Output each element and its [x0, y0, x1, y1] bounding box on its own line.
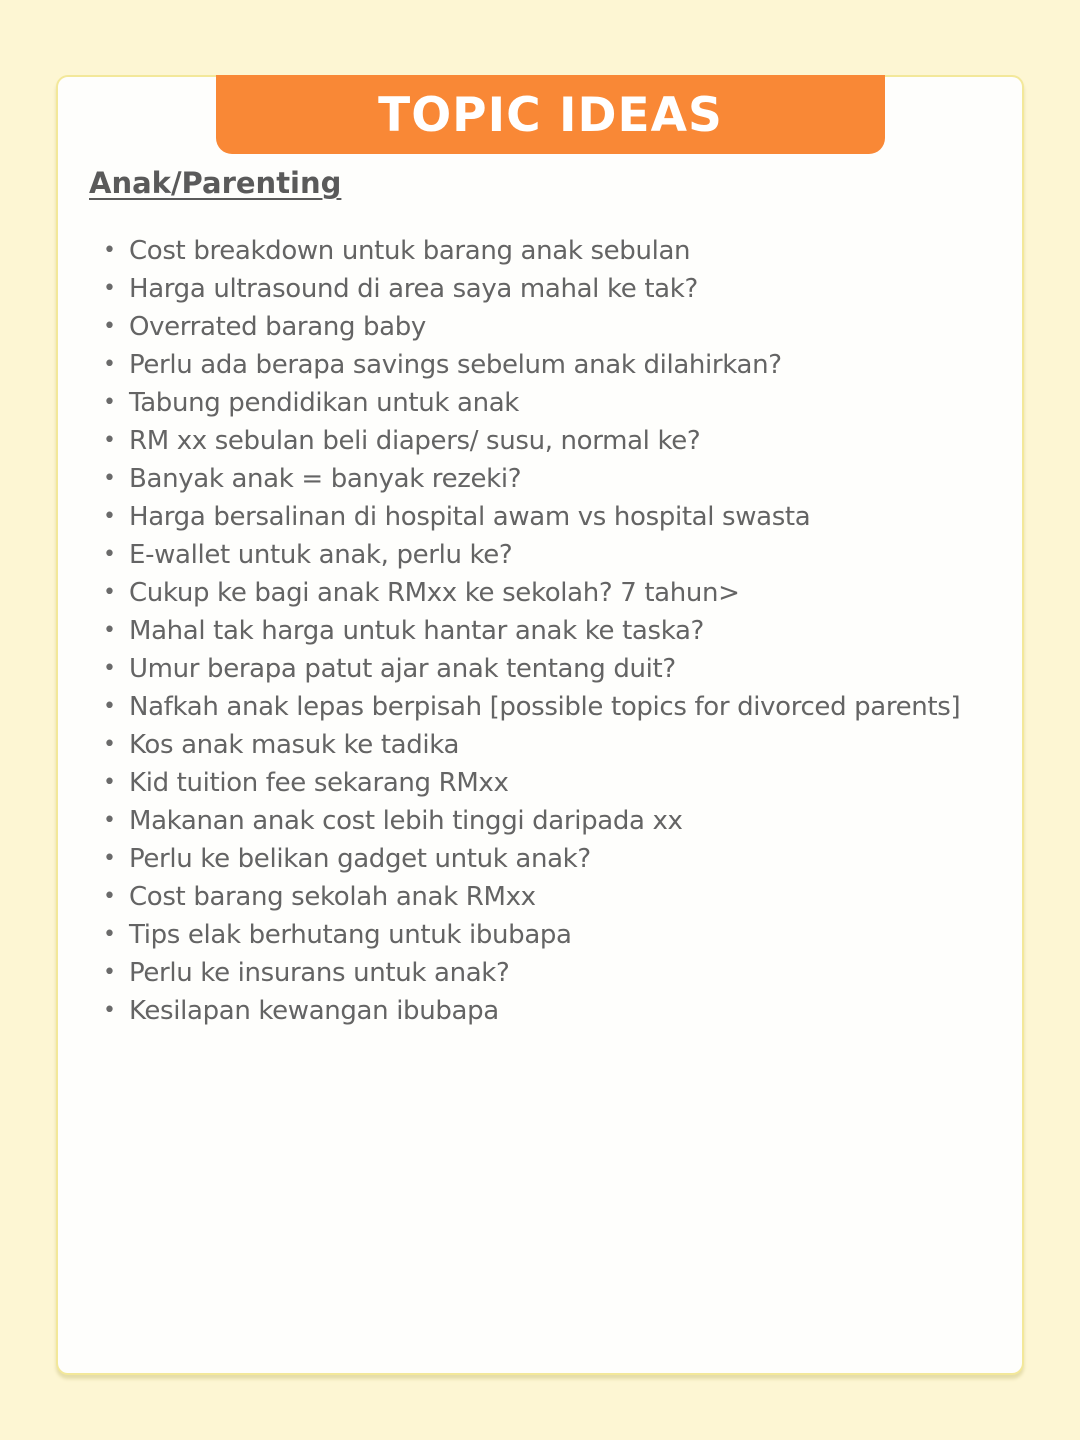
bullet-icon: •	[103, 238, 116, 263]
list-item-text: Tabung pendidikan untuk anak	[129, 388, 520, 418]
list-item	[98, 384, 1003, 422]
list-item-text: Overrated barang baby	[129, 312, 426, 342]
bullet-icon: •	[103, 580, 116, 605]
list-item-text: Makanan anak cost lebih tinggi daripada xx	[129, 806, 683, 836]
bullet-icon: •	[103, 314, 116, 339]
list-item	[98, 422, 1003, 460]
list-item	[98, 574, 1003, 612]
list-item-text: Kid tuition fee sekarang RMxx	[129, 768, 509, 798]
bullet-icon: •	[103, 884, 116, 909]
bullet-icon: •	[103, 846, 116, 871]
list-item	[98, 232, 1003, 270]
bullet-icon: •	[103, 732, 116, 757]
list-item-text: Cost barang sekolah anak RMxx	[129, 882, 536, 912]
list-item-text: Nafkah anak lepas berpisah [possible topics for divorced parents]	[129, 692, 961, 722]
list-item-text: Mahal tak harga untuk hantar anak ke taska?	[129, 616, 704, 646]
section-title: Anak/Parenting	[89, 166, 342, 200]
bullet-icon: •	[103, 922, 116, 947]
list-item	[98, 536, 1003, 574]
list-item	[98, 878, 1003, 916]
list-item-text: Kos anak masuk ke tadika	[129, 730, 460, 760]
list-item-text: Cost breakdown untuk barang anak sebulan	[129, 236, 691, 266]
list-item	[98, 726, 1003, 764]
list-item	[98, 498, 1003, 536]
list-item	[98, 954, 1003, 992]
list-item-text: Perlu ada berapa savings sebelum anak dilahirkan?	[129, 350, 782, 380]
list-item	[98, 270, 1003, 308]
topic-list	[98, 232, 1003, 1030]
page-title: TOPIC IDEAS	[378, 88, 723, 143]
list-item	[98, 802, 1003, 840]
bullet-icon: •	[103, 618, 116, 643]
bullet-icon: •	[103, 504, 116, 529]
list-item-text: Cukup ke bagi anak RMxx ke sekolah? 7 tahun>	[129, 578, 740, 608]
list-item-text: Kesilapan kewangan ibubapa	[129, 996, 499, 1026]
bullet-icon: •	[103, 808, 116, 833]
list-item	[98, 916, 1003, 954]
list-item-text: Perlu ke belikan gadget untuk anak?	[129, 844, 591, 874]
bullet-icon: •	[103, 694, 116, 719]
bullet-icon: •	[103, 960, 116, 985]
page-title-banner	[216, 75, 885, 154]
bullet-icon: •	[103, 390, 116, 415]
bullet-icon: •	[103, 428, 116, 453]
list-item-text: Harga ultrasound di area saya mahal ke tak?	[129, 274, 698, 304]
list-item	[98, 612, 1003, 650]
list-item	[98, 346, 1003, 384]
bullet-icon: •	[103, 998, 116, 1023]
list-item	[98, 650, 1003, 688]
list-item	[98, 992, 1003, 1030]
list-item-text: Tips elak berhutang untuk ibubapa	[129, 920, 572, 950]
bullet-icon: •	[103, 466, 116, 491]
bullet-icon: •	[103, 770, 116, 795]
list-item	[98, 764, 1003, 802]
bullet-icon: •	[103, 276, 116, 301]
list-item-text: RM xx sebulan beli diapers/ susu, normal ke?	[129, 426, 701, 456]
list-item-text: Perlu ke insurans untuk anak?	[129, 958, 510, 988]
list-item-text: Harga bersalinan di hospital awam vs hospital swasta	[129, 502, 811, 532]
bullet-icon: •	[103, 352, 116, 377]
list-item	[98, 840, 1003, 878]
list-item-text: Umur berapa patut ajar anak tentang duit?	[129, 654, 676, 684]
bullet-icon: •	[103, 656, 116, 681]
list-item	[98, 308, 1003, 346]
list-item-text: Banyak anak = banyak rezeki?	[129, 464, 522, 494]
list-item-text: E-wallet untuk anak, perlu ke?	[129, 540, 513, 570]
list-item	[98, 460, 1003, 498]
list-item	[98, 688, 1003, 726]
bullet-icon: •	[103, 542, 116, 567]
